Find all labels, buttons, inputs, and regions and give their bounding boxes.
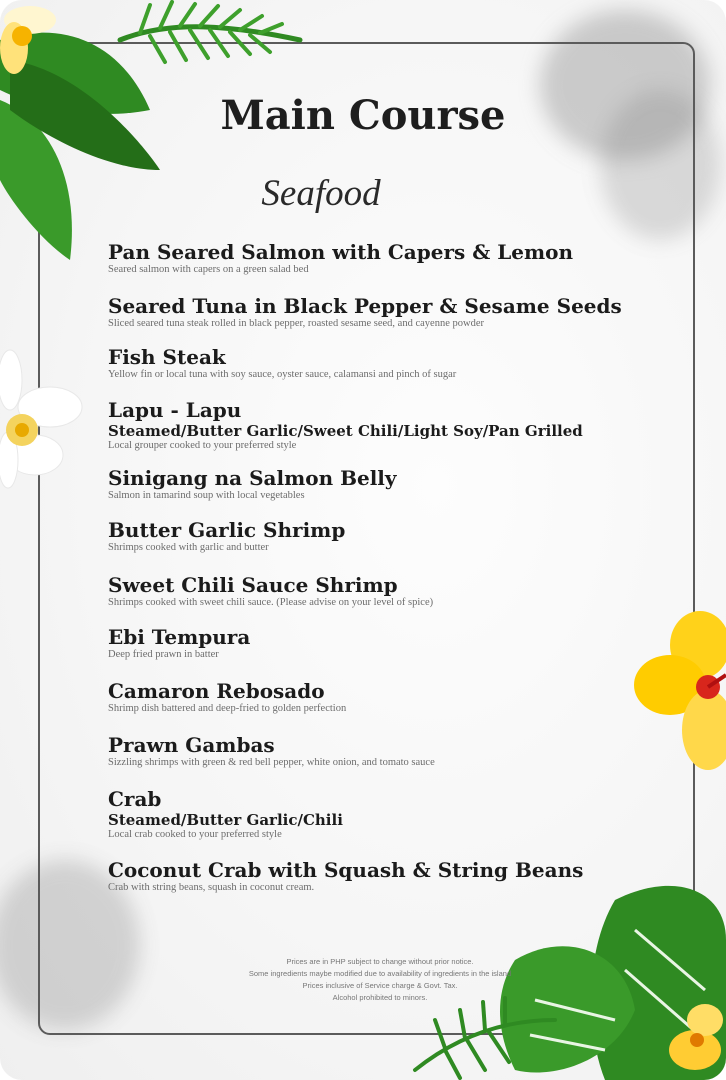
item-name: Prawn Gambas — [108, 733, 275, 757]
menu-subtitle: Seafood — [261, 173, 381, 214]
menu-item — [108, 294, 678, 330]
item-description: Shrimps cooked with garlic and butter — [108, 542, 269, 553]
menu-item — [108, 345, 678, 381]
footer-line: Some ingredients maybe modified due to availability of ingredients in the island — [248, 969, 512, 978]
item-description: Local grouper cooked to your preferred style — [108, 440, 297, 451]
item-name: Fish Steak — [108, 345, 226, 369]
menu-item — [108, 573, 678, 609]
item-description: Sizzling shrimps with green & red bell pepper, white onion, and tomato sauce — [108, 757, 435, 768]
menu-item — [108, 858, 678, 894]
item-options: Steamed/Butter Garlic/Chili — [108, 811, 343, 829]
item-description: Crab with string beans, squash in coconut cream. — [108, 882, 315, 893]
item-description: Salmon in tamarind soup with local vegetables — [108, 490, 305, 501]
menu-item — [108, 466, 678, 502]
item-description: Seared salmon with capers on a green salad bed — [108, 264, 309, 275]
item-name: Seared Tuna in Black Pepper & Sesame Seeds — [108, 294, 622, 318]
item-name: Crab — [108, 787, 162, 811]
item-options: Steamed/Butter Garlic/Sweet Chili/Light Soy/Pan Grilled — [108, 422, 583, 440]
item-description: Shrimp dish battered and deep-fried to golden perfection — [108, 703, 347, 714]
menu-item — [108, 733, 678, 769]
menu-item — [108, 518, 678, 554]
menu-item — [108, 398, 678, 452]
item-description: Deep fried prawn in batter — [108, 649, 219, 660]
footer-line: Prices inclusive of Service charge & Govt. Tax. — [302, 981, 458, 990]
item-name: Lapu - Lapu — [108, 398, 242, 422]
item-name: Pan Seared Salmon with Capers & Lemon — [108, 240, 574, 264]
item-description: Shrimps cooked with sweet chili sauce. (Please advise on your level of spice) — [108, 597, 434, 608]
item-name: Coconut Crab with Squash & String Beans — [108, 858, 584, 882]
item-name: Ebi Tempura — [108, 625, 251, 649]
plumeria-flower-icon — [0, 0, 80, 90]
item-name: Sweet Chili Sauce Shrimp — [108, 573, 398, 597]
menu-title: Main Course — [220, 92, 506, 139]
item-description: Yellow fin or local tuna with soy sauce, oyster sauce, calamansi and pinch of sugar — [108, 369, 457, 380]
footer-line: Alcohol prohibited to minors. — [332, 993, 428, 1002]
item-description: Sliced seared tuna steak rolled in black pepper, roasted sesame seed, and cayenne powder — [108, 318, 484, 329]
menu-item — [108, 679, 678, 715]
item-name: Butter Garlic Shrimp — [108, 518, 346, 542]
item-name: Sinigang na Salmon Belly — [108, 466, 397, 490]
menu-item — [108, 240, 678, 276]
item-name: Camaron Rebosado — [108, 679, 325, 703]
item-description: Local crab cooked to your preferred style — [108, 829, 282, 840]
menu-footer — [150, 956, 610, 1004]
footer-line: Prices are in PHP subject to change without prior notice. — [286, 957, 474, 966]
plumeria-flower-icon — [0, 345, 90, 495]
menu-item — [108, 787, 678, 841]
menu-item — [108, 625, 678, 661]
